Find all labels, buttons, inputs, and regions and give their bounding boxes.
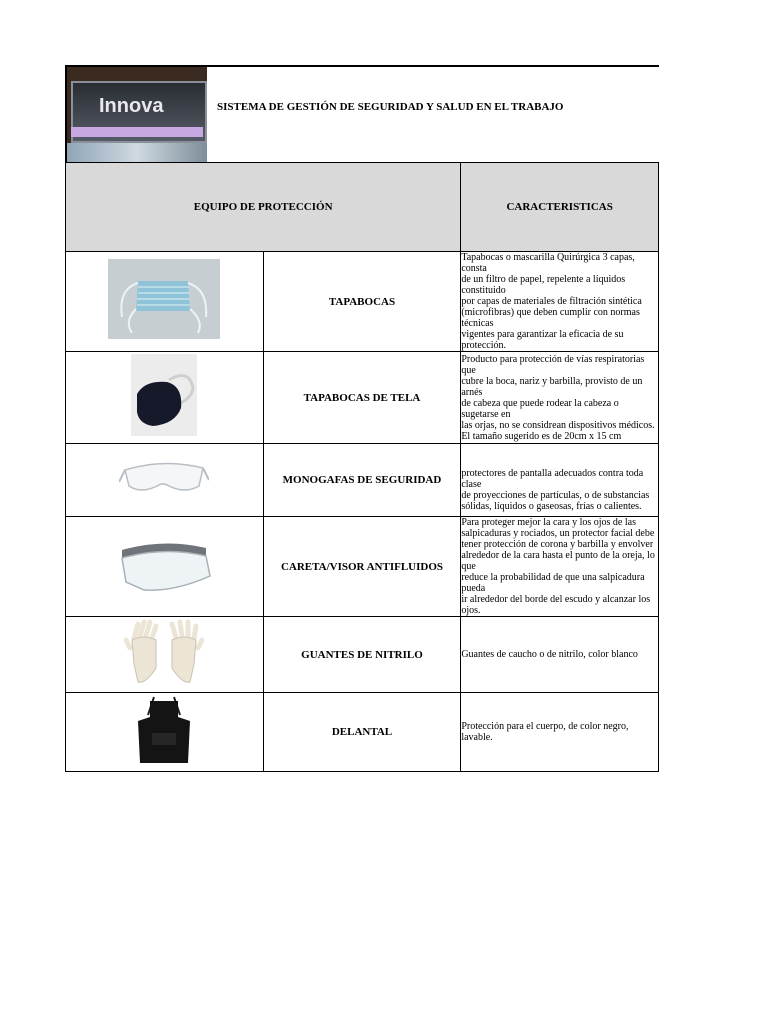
document-sheet xyxy=(65,65,659,772)
header-features: CARACTERISTICAS xyxy=(461,163,659,252)
table-row xyxy=(66,693,659,772)
equipment-description: Producto para protección de vías respiratorias que cubre la boca, nariz y barbilla, provisto de un arnés de cabeza que puede rodear la cabeza o sugetarse en las orjas, no se considrean dispositivos médicos. El tamaño sugerido es de 20cm x 15 cm xyxy=(461,352,659,444)
equipment-name: MONOGAFAS DE SEGURIDAD xyxy=(263,444,461,517)
surgical-mask-image xyxy=(66,252,264,352)
logo-text: Innova xyxy=(99,95,164,117)
equipment-name: CARETA/VISOR ANTIFLUIDOS xyxy=(263,517,461,617)
apron-image xyxy=(66,693,264,772)
equipment-description: Protección para el cuerpo, de color negro, lavable. xyxy=(461,693,659,772)
document-title: SISTEMA DE GESTIÓN DE SEGURIDAD Y SALUD EN EL TRABAJO xyxy=(217,101,564,113)
equipment-name: TAPABOCAS DE TELA xyxy=(263,352,461,444)
table-row xyxy=(66,617,659,693)
equipment-name: TAPABOCAS xyxy=(263,252,461,352)
equipment-description: Tapabocas o mascarilla Quirúrgica 3 capas, consta de un filtro de papel, repelente a líquidos constituido por capas de materiales de filtración sintética (microfibras) que deben cumplir con normas técnicas vigentes para garantizar la eficacia de su protección. xyxy=(461,252,659,352)
company-logo xyxy=(67,67,207,162)
equipment-name: DELANTAL xyxy=(263,693,461,772)
equipment-description: Guantes de caucho o de nitrilo, color blanco xyxy=(461,617,659,693)
ppe-table xyxy=(65,162,659,772)
face-shield-image xyxy=(66,517,264,617)
cloth-mask-image xyxy=(66,352,264,444)
safety-goggles-image xyxy=(66,444,264,517)
table-row xyxy=(66,252,659,352)
gloves-image xyxy=(66,617,264,693)
table-row xyxy=(66,352,659,444)
document-header xyxy=(65,65,659,162)
header-equipment: EQUIPO DE PROTECCIÓN xyxy=(66,163,461,252)
table-row xyxy=(66,517,659,617)
table-row xyxy=(66,444,659,517)
equipment-name: GUANTES DE NITRILO xyxy=(263,617,461,693)
equipment-description: protectores de pantalla adecuados contra toda clase de proyecciones de partículas, o de substancias sólidas, líquidos o gaseosas, frías o calientes. xyxy=(461,444,659,517)
equipment-description: Para proteger mejor la cara y los ojos de las salpicaduras y rociados, un protector facial debe tener protección de corona y barbilla y envolver alrededor de la cara hasta el punto de la oreja, lo que reduce la probabilidad de que una salpicadura pueda ir alrededor del borde del escudo y alcanzar los ojos. xyxy=(461,517,659,617)
